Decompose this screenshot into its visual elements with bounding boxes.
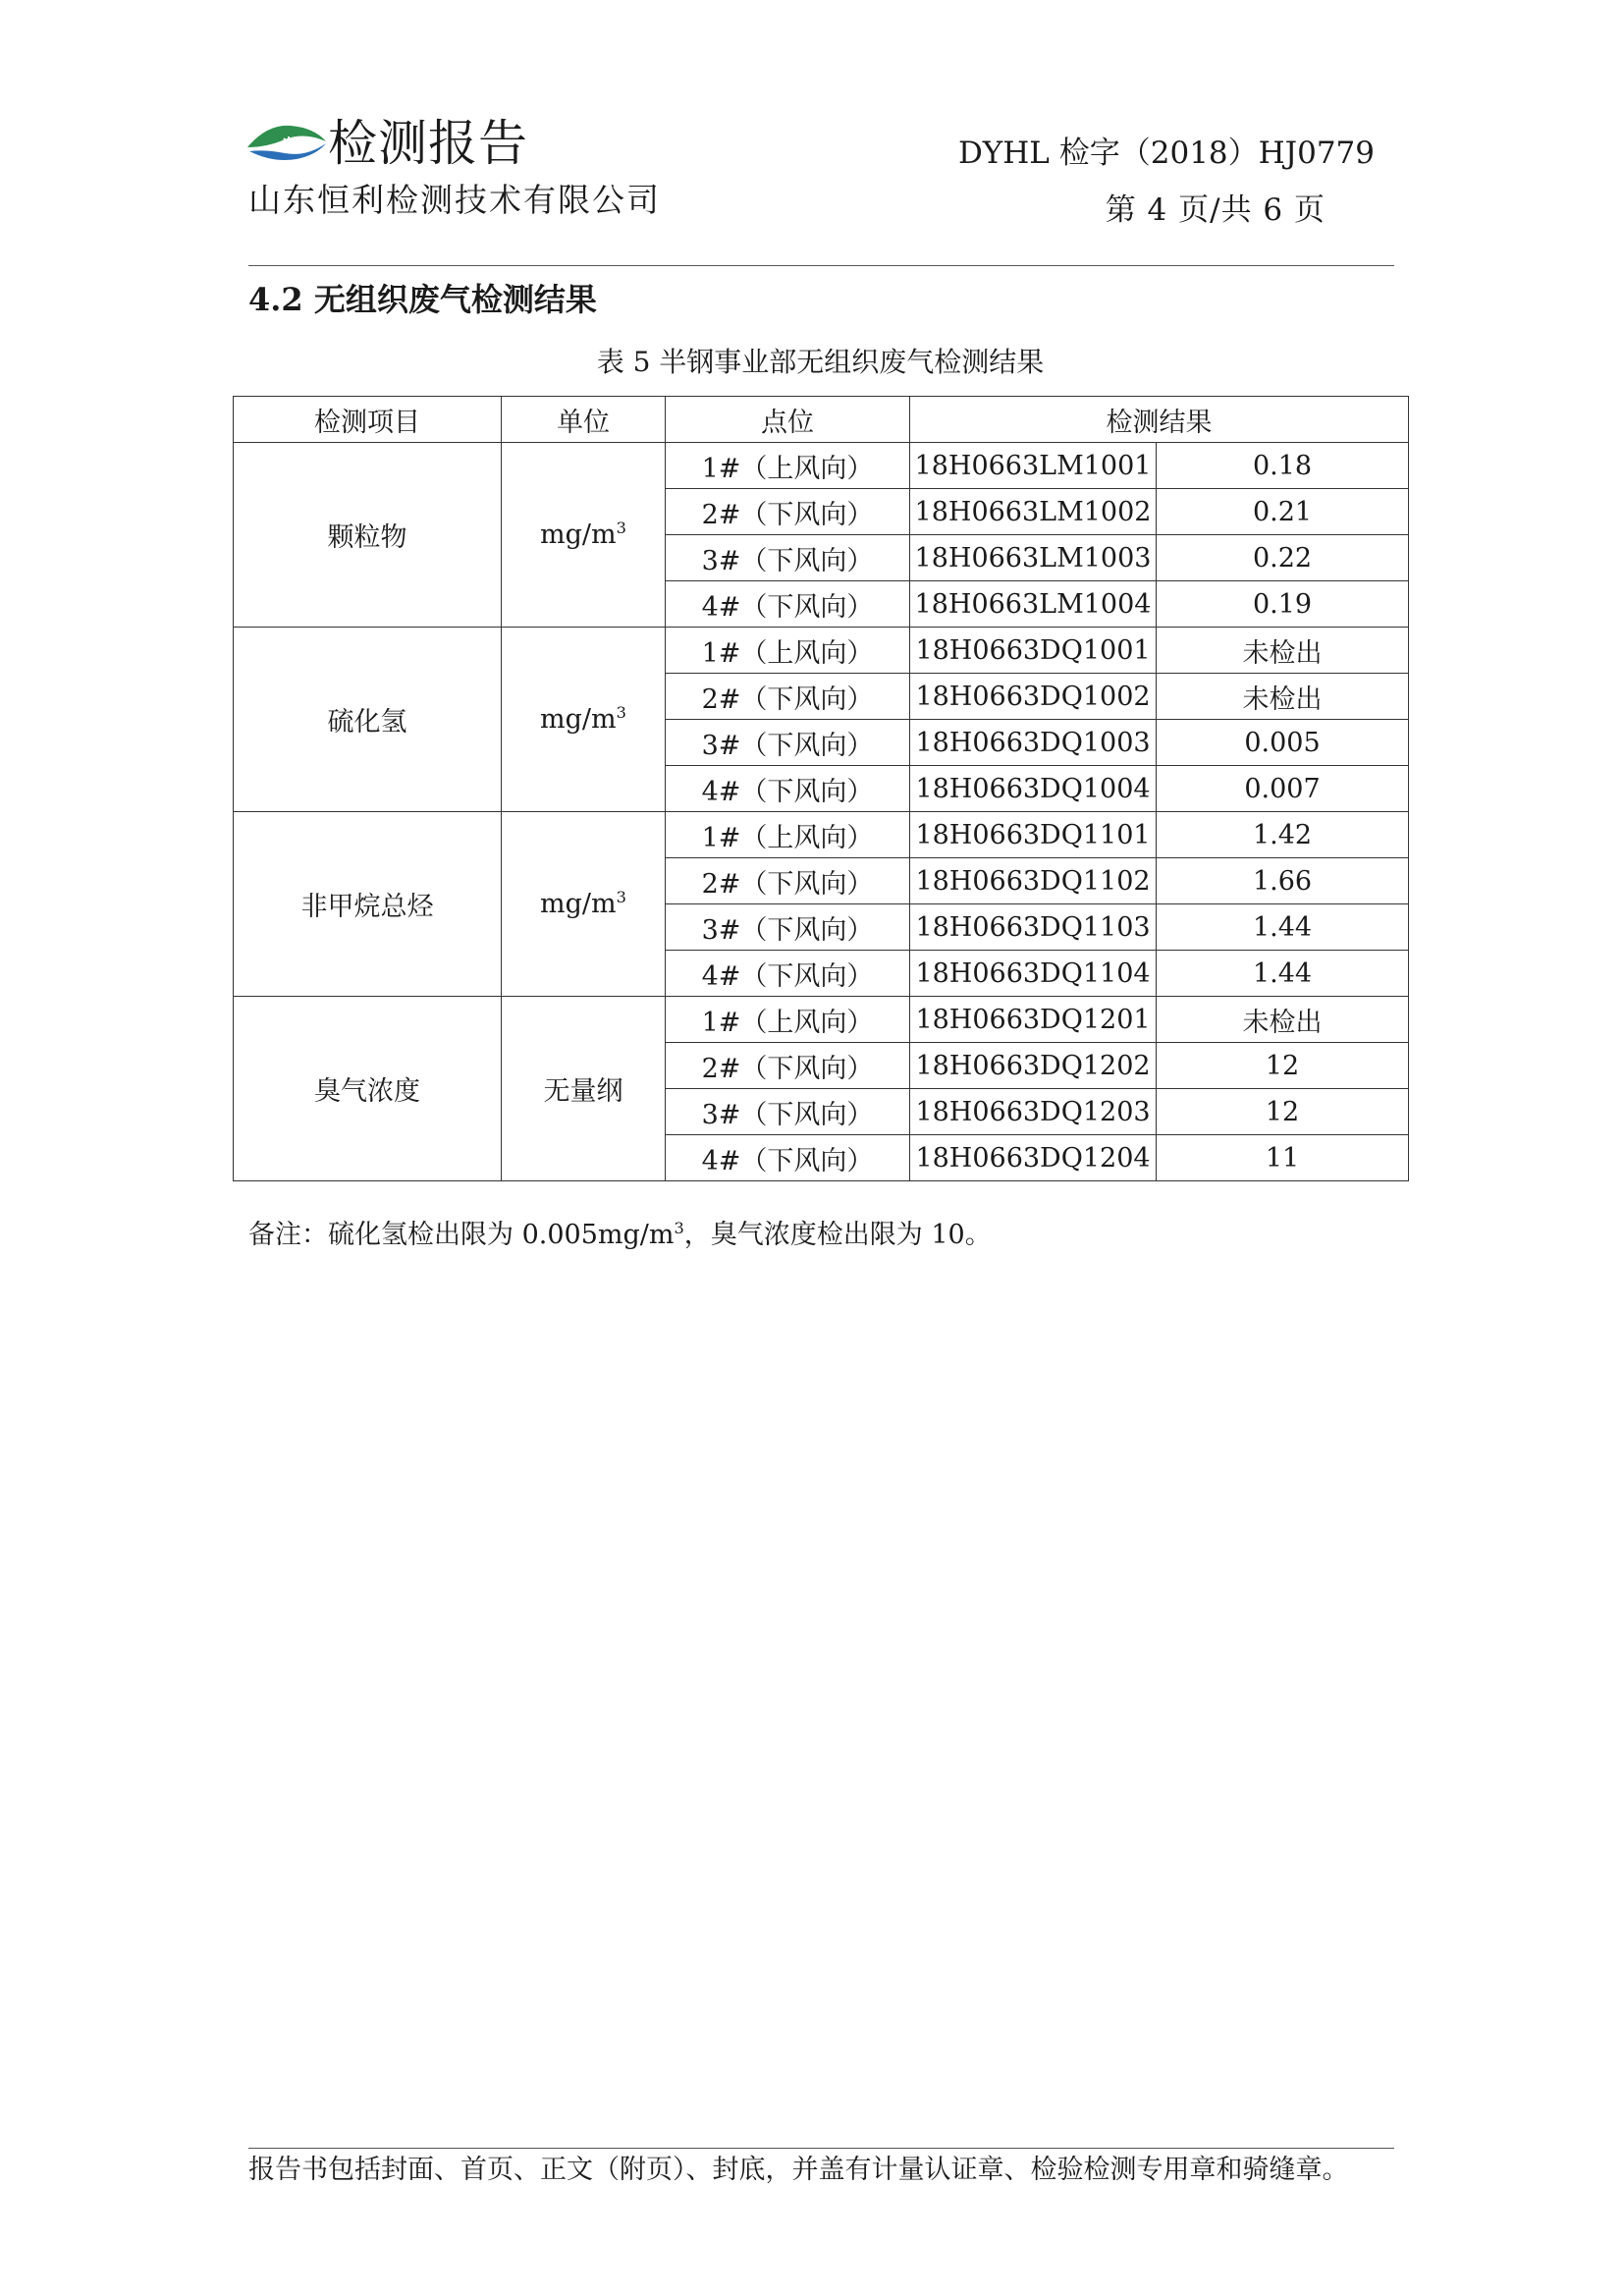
cell-point: 1#（上风向） <box>666 997 910 1043</box>
page-info: 第 4 页/共 6 页 <box>1105 192 1325 228</box>
cell-item: 非甲烷总烃 <box>234 812 502 997</box>
company-name: 山东恒利检测技术有限公司 <box>248 181 661 219</box>
company-logo-icon <box>245 118 328 167</box>
header-divider <box>248 265 1394 266</box>
cell-code: 18H0663DQ1203 <box>910 1089 1157 1135</box>
cell-value: 1.44 <box>1157 904 1409 951</box>
cell-point: 2#（下风向） <box>666 489 910 535</box>
cell-value: 0.005 <box>1157 720 1409 766</box>
cell-point: 1#（上风向） <box>666 812 910 858</box>
cell-point: 2#（下风向） <box>666 858 910 904</box>
cell-value: 1.44 <box>1157 951 1409 997</box>
cell-value: 12 <box>1157 1043 1409 1089</box>
unit-base: 无量纲 <box>543 1076 623 1107</box>
cell-code: 18H0663LM1002 <box>910 489 1157 535</box>
cell-code: 18H0663DQ1104 <box>910 951 1157 997</box>
cell-value: 未检出 <box>1157 997 1409 1043</box>
unit-base: mg/m <box>540 704 617 735</box>
cell-code: 18H0663LM1001 <box>910 443 1157 489</box>
footer-divider <box>248 2148 1394 2149</box>
unit-base: mg/m <box>540 519 617 550</box>
cell-code: 18H0663DQ1204 <box>910 1135 1157 1181</box>
table-note <box>248 1218 992 1253</box>
table-row <box>234 997 1409 1043</box>
cell-point: 3#（下风向） <box>666 720 910 766</box>
cell-value: 0.18 <box>1157 443 1409 489</box>
cell-code: 18H0663LM1003 <box>910 535 1157 581</box>
cell-point: 3#（下风向） <box>666 535 910 581</box>
report-number: DYHL 检字（2018）HJ0779 <box>957 136 1375 171</box>
header-result: 检测结果 <box>910 397 1409 443</box>
header-unit: 单位 <box>502 397 666 443</box>
table-row <box>234 628 1409 674</box>
cell-point: 2#（下风向） <box>666 674 910 720</box>
cell-point: 4#（下风向） <box>666 951 910 997</box>
cell-value: 11 <box>1157 1135 1409 1181</box>
cell-code: 18H0663LM1004 <box>910 581 1157 628</box>
cell-value: 未检出 <box>1157 674 1409 720</box>
cell-point: 3#（下风向） <box>666 904 910 951</box>
cell-item: 颗粒物 <box>234 443 502 628</box>
cell-unit <box>502 628 666 812</box>
cell-item: 硫化氢 <box>234 628 502 812</box>
section-title: 4.2 无组织废气检测结果 <box>248 281 597 318</box>
cell-value: 0.22 <box>1157 535 1409 581</box>
cell-unit <box>502 443 666 628</box>
cell-item: 臭气浓度 <box>234 997 502 1181</box>
cell-point: 1#（上风向） <box>666 443 910 489</box>
cell-value: 0.007 <box>1157 766 1409 812</box>
cell-code: 18H0663DQ1101 <box>910 812 1157 858</box>
unit-superscript: 3 <box>616 703 626 722</box>
note-suffix: ，臭气浓度检出限为 10。 <box>683 1220 992 1250</box>
cell-unit <box>502 997 666 1181</box>
unit-superscript: 3 <box>616 888 626 906</box>
cell-code: 18H0663DQ1002 <box>910 674 1157 720</box>
cell-value: 12 <box>1157 1089 1409 1135</box>
header-point: 点位 <box>666 397 910 443</box>
cell-point: 3#（下风向） <box>666 1089 910 1135</box>
cell-code: 18H0663DQ1103 <box>910 904 1157 951</box>
table-row <box>234 812 1409 858</box>
cell-point: 2#（下风向） <box>666 1043 910 1089</box>
footer-text: 报告书包括封面、首页、正文（附页）、封底，并盖有计量认证章、检验检测专用章和骑缝章。 <box>248 2155 1349 2185</box>
cell-code: 18H0663DQ1201 <box>910 997 1157 1043</box>
cell-value: 0.19 <box>1157 581 1409 628</box>
cell-value: 未检出 <box>1157 628 1409 674</box>
unit-superscript: 3 <box>616 519 626 537</box>
table-header-row <box>234 397 1409 443</box>
note-superscript: 3 <box>674 1219 684 1237</box>
cell-code: 18H0663DQ1202 <box>910 1043 1157 1089</box>
cell-point: 4#（下风向） <box>666 1135 910 1181</box>
table-row <box>234 443 1409 489</box>
cell-code: 18H0663DQ1001 <box>910 628 1157 674</box>
report-title: 检测报告 <box>328 115 528 172</box>
cell-point: 1#（上风向） <box>666 628 910 674</box>
results-table <box>233 396 1409 1181</box>
header-item: 检测项目 <box>234 397 502 443</box>
cell-point: 4#（下风向） <box>666 581 910 628</box>
cell-value: 0.21 <box>1157 489 1409 535</box>
cell-value: 1.66 <box>1157 858 1409 904</box>
cell-unit <box>502 812 666 997</box>
table-body <box>234 443 1409 1181</box>
cell-point: 4#（下风向） <box>666 766 910 812</box>
cell-code: 18H0663DQ1102 <box>910 858 1157 904</box>
note-prefix: 备注：硫化氢检出限为 0.005mg/m <box>248 1220 675 1250</box>
cell-code: 18H0663DQ1003 <box>910 720 1157 766</box>
cell-value: 1.42 <box>1157 812 1409 858</box>
unit-base: mg/m <box>540 889 617 919</box>
table-caption: 表 5 半钢事业部无组织废气检测结果 <box>596 346 1045 378</box>
cell-code: 18H0663DQ1004 <box>910 766 1157 812</box>
